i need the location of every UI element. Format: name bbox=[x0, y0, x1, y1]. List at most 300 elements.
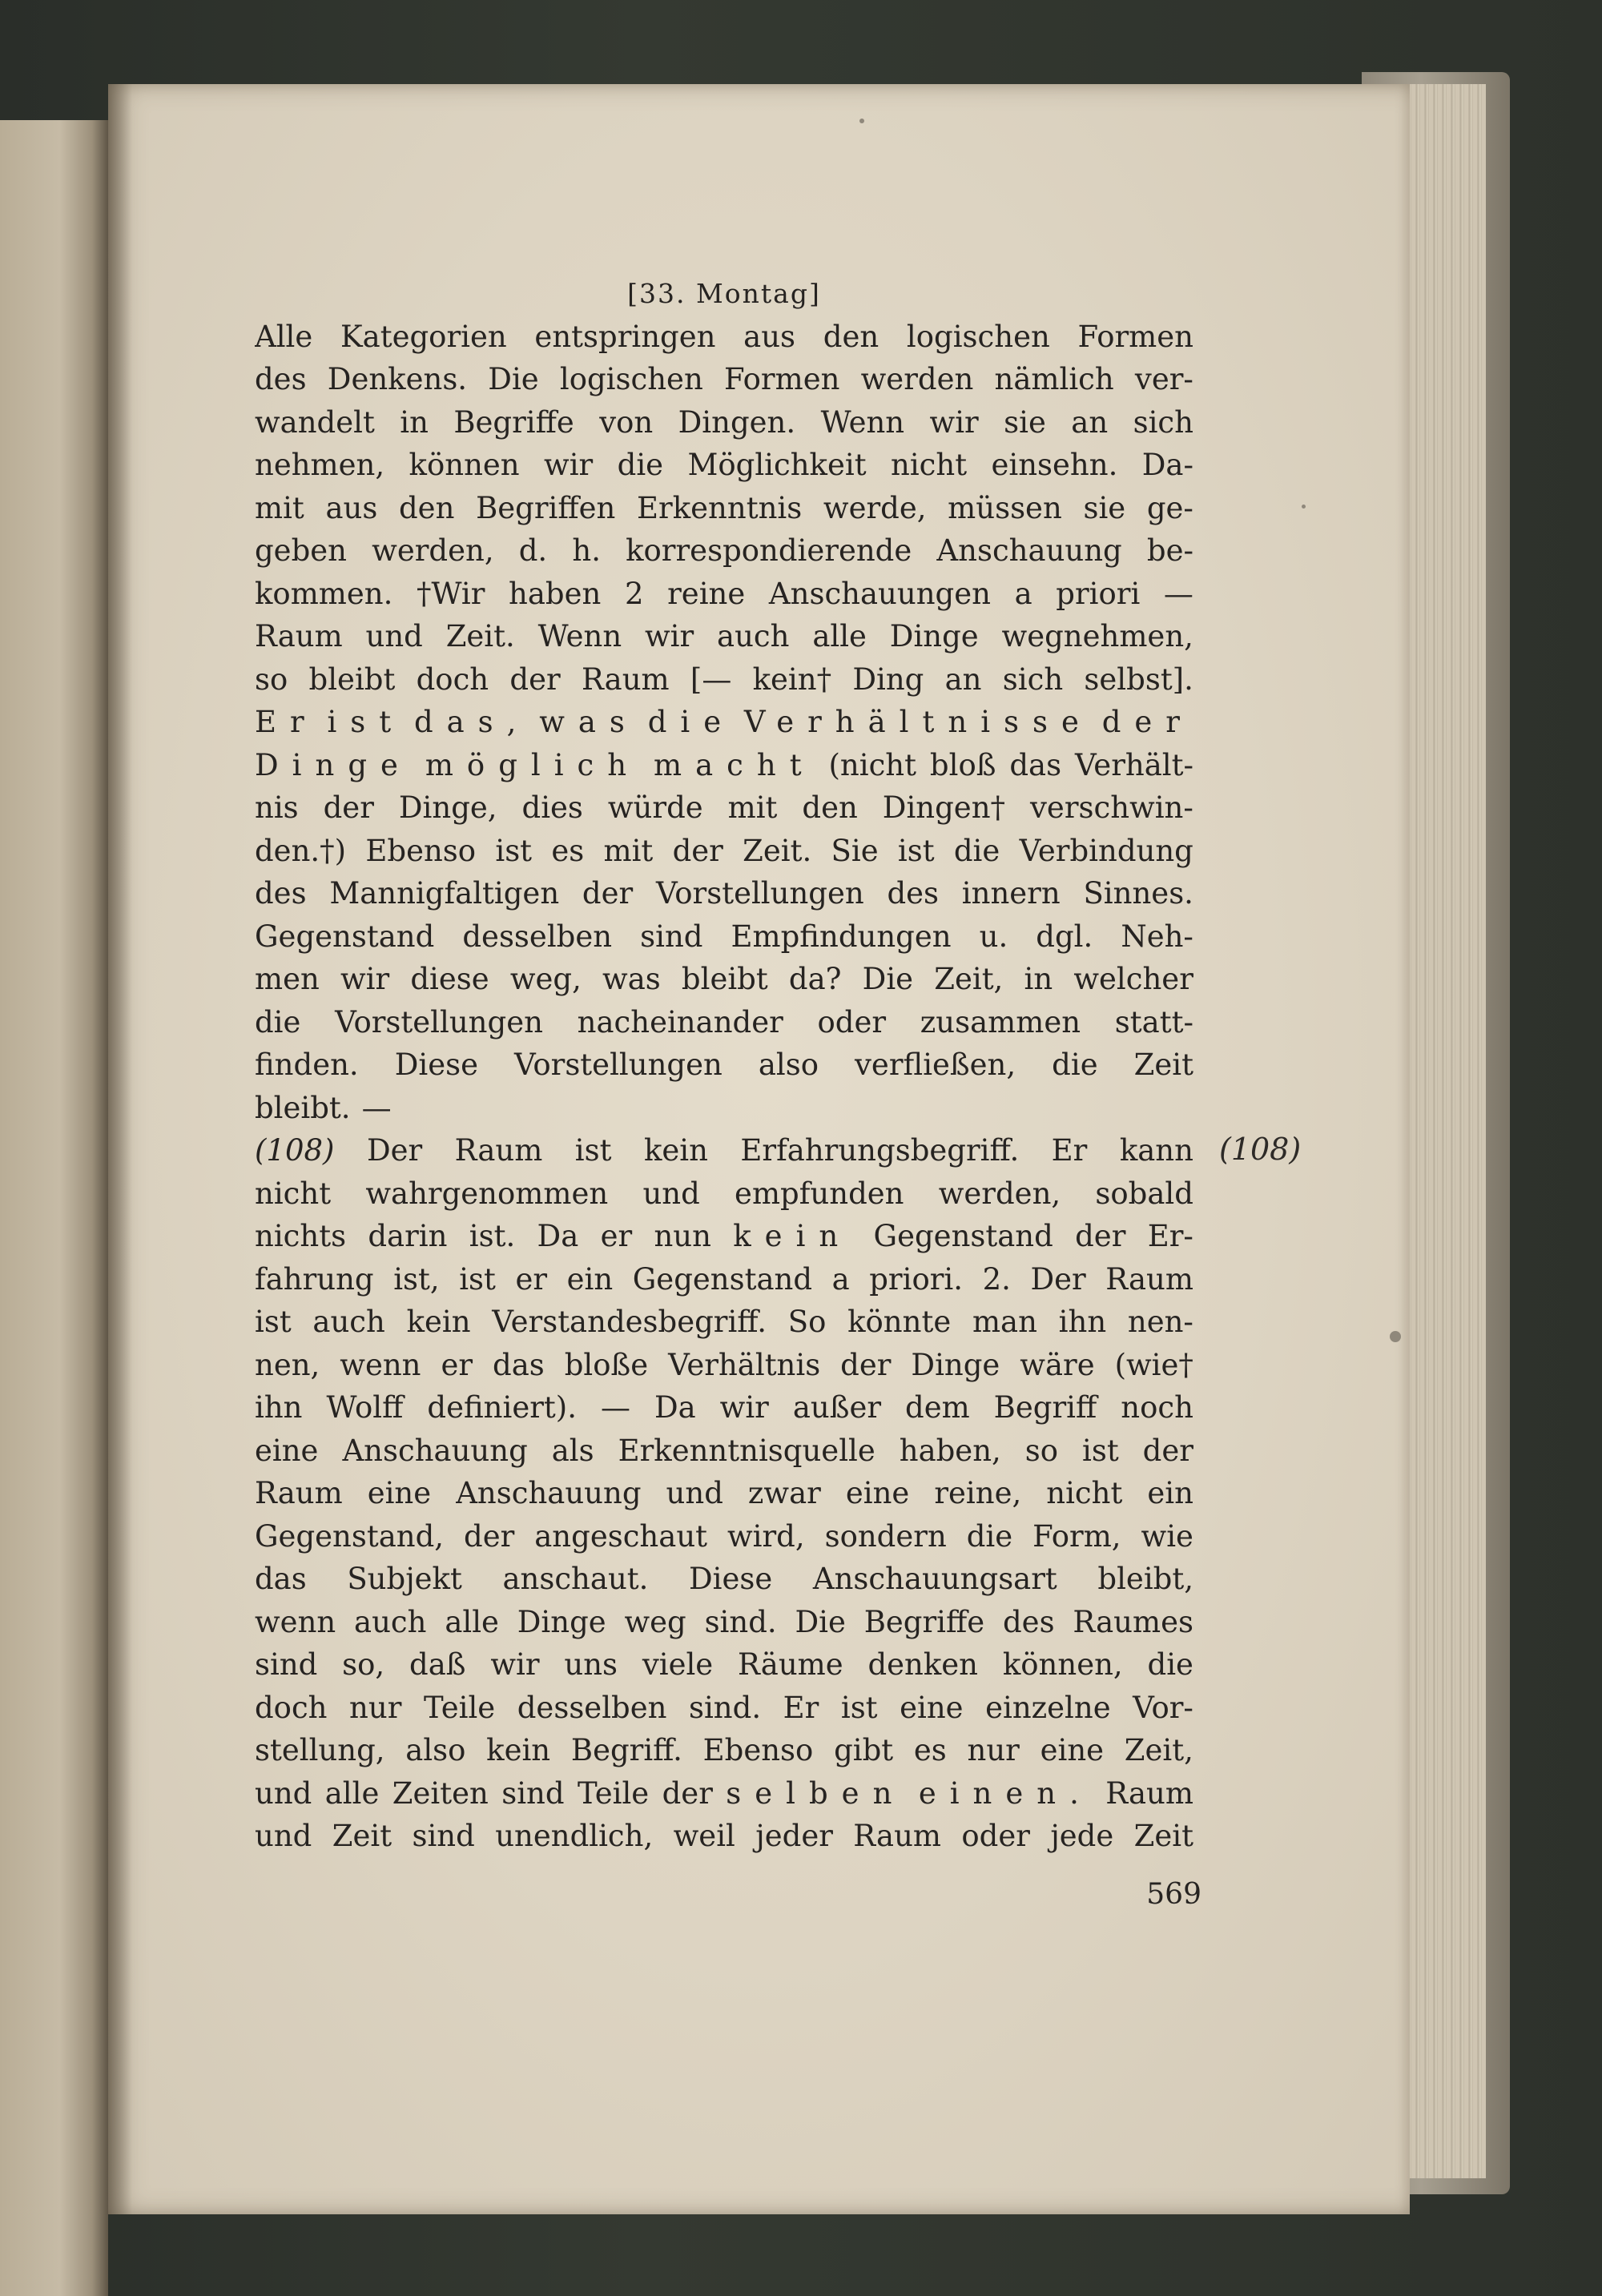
text-line bbox=[255, 786, 1193, 830]
word: der bbox=[323, 790, 374, 825]
word: den.†) bbox=[255, 833, 347, 868]
word: Teile bbox=[577, 1775, 650, 1811]
word: Anschauungen bbox=[768, 576, 991, 611]
paper-speck bbox=[1302, 505, 1306, 509]
word: d. bbox=[518, 533, 548, 568]
word: wahrgenommen bbox=[365, 1176, 609, 1211]
text-line bbox=[255, 1815, 1193, 1858]
word: Raum bbox=[1105, 1261, 1193, 1297]
word: nicht bbox=[890, 448, 968, 482]
word: Ebenso bbox=[365, 833, 477, 868]
word: Zeit, bbox=[1124, 1733, 1193, 1767]
word: entspringen bbox=[534, 319, 716, 354]
text-line bbox=[255, 615, 1193, 658]
word: nicht bbox=[255, 1176, 332, 1211]
word: wir bbox=[544, 448, 594, 482]
word: definiert). bbox=[427, 1390, 577, 1425]
word: nicht bbox=[1046, 1476, 1123, 1510]
word: Alle bbox=[255, 319, 313, 354]
word: werden bbox=[860, 362, 974, 396]
word: dies bbox=[521, 790, 583, 825]
word: bleibt, bbox=[1097, 1562, 1193, 1596]
word: Er- bbox=[1147, 1219, 1193, 1253]
word: wir bbox=[719, 1390, 769, 1425]
word: die bbox=[1052, 1047, 1098, 1082]
word: gibt bbox=[834, 1733, 894, 1767]
word: es bbox=[551, 833, 585, 868]
word: an bbox=[1071, 404, 1109, 440]
text-line bbox=[255, 1729, 1193, 1772]
word: selbst]. bbox=[1084, 661, 1193, 697]
word: Denkens. bbox=[327, 362, 468, 396]
word: sondern bbox=[824, 1518, 947, 1554]
word: des bbox=[887, 876, 940, 911]
word: u. bbox=[979, 919, 1008, 954]
word: ge- bbox=[1146, 490, 1193, 525]
word: also bbox=[758, 1047, 819, 1082]
word: [— bbox=[690, 661, 732, 697]
word: Neh- bbox=[1121, 919, 1193, 954]
word: das, bbox=[413, 705, 530, 739]
word: wenn bbox=[255, 1604, 336, 1639]
word: (108) bbox=[255, 1133, 335, 1168]
word: h. bbox=[572, 533, 601, 568]
word: finden. bbox=[255, 1047, 359, 1082]
word: also bbox=[405, 1733, 466, 1767]
word: viele bbox=[642, 1647, 714, 1682]
word: Er bbox=[783, 1690, 819, 1725]
text-line bbox=[255, 1344, 1193, 1387]
word: ist. bbox=[469, 1219, 516, 1253]
text-line bbox=[255, 701, 1193, 744]
word: Zeit bbox=[1133, 1047, 1193, 1082]
word: Vorstellungen bbox=[514, 1047, 723, 1082]
word: korrespondierende bbox=[626, 533, 912, 568]
text-line bbox=[255, 1429, 1193, 1473]
word: Verhältnis bbox=[668, 1347, 821, 1382]
word: der bbox=[464, 1518, 515, 1554]
word: werde, bbox=[823, 490, 927, 525]
word: reine, bbox=[934, 1476, 1022, 1510]
text-line bbox=[255, 915, 1193, 959]
word: Gegenstand bbox=[873, 1219, 1053, 1253]
word: nämlich bbox=[994, 362, 1114, 396]
word: Da- bbox=[1141, 448, 1193, 482]
word: diese bbox=[410, 962, 489, 996]
word: a bbox=[831, 1261, 850, 1297]
text-line bbox=[255, 1258, 1193, 1301]
word: ihn bbox=[1058, 1305, 1107, 1339]
word: Anschauung bbox=[936, 533, 1122, 568]
word: man bbox=[972, 1305, 1037, 1339]
word: aus bbox=[325, 490, 378, 525]
word: ihn bbox=[255, 1390, 303, 1425]
word: kein† bbox=[752, 661, 832, 697]
text-line bbox=[255, 1043, 1193, 1087]
word: bleibt bbox=[308, 661, 396, 697]
word: die bbox=[953, 833, 1000, 868]
word: Verstandesbegriff. bbox=[492, 1305, 767, 1339]
word: und bbox=[255, 1775, 312, 1811]
word: Raum bbox=[581, 661, 670, 697]
word: doch bbox=[416, 661, 489, 697]
word: — bbox=[600, 1390, 630, 1425]
word: haben, bbox=[899, 1433, 1001, 1468]
text-line bbox=[255, 658, 1193, 702]
word: Da bbox=[654, 1390, 696, 1425]
word: den bbox=[802, 790, 858, 825]
word: geben bbox=[255, 533, 347, 568]
word: Vorstellungen bbox=[335, 1004, 543, 1039]
word: verschwin- bbox=[1030, 790, 1193, 825]
text-line bbox=[255, 1558, 1193, 1601]
word: werden, bbox=[938, 1176, 1061, 1211]
word: alle bbox=[812, 619, 867, 653]
word: Begriffe bbox=[863, 1604, 985, 1639]
word: Empfindungen bbox=[731, 919, 952, 954]
word: Diese bbox=[689, 1562, 773, 1596]
word: anschaut. bbox=[502, 1562, 649, 1596]
word: Begriff bbox=[993, 1390, 1097, 1425]
word: können, bbox=[1002, 1647, 1123, 1682]
word: daß bbox=[409, 1647, 466, 1682]
word: ist bbox=[327, 705, 405, 739]
word: logischen bbox=[906, 319, 1050, 354]
word: Raum bbox=[454, 1133, 543, 1168]
word: die bbox=[1147, 1647, 1193, 1682]
word: eine bbox=[900, 1690, 964, 1725]
word: Sinnes. bbox=[1083, 876, 1193, 911]
word: Er bbox=[255, 705, 318, 739]
word: weil bbox=[673, 1819, 735, 1853]
word: es bbox=[913, 1733, 947, 1767]
text-line bbox=[255, 316, 1193, 359]
word: darin bbox=[368, 1219, 448, 1253]
margin-note: (108) bbox=[1219, 1132, 1302, 1167]
word: Vor- bbox=[1133, 1690, 1193, 1725]
paper-speck bbox=[859, 119, 864, 123]
word: kein bbox=[733, 1219, 852, 1253]
word: einsehn. bbox=[991, 448, 1118, 482]
word: jeder bbox=[755, 1819, 833, 1853]
word: Dingen† bbox=[882, 790, 1006, 825]
word: nun bbox=[654, 1219, 711, 1253]
word: Dingen. bbox=[678, 404, 796, 440]
word: Anschauung bbox=[456, 1476, 642, 1510]
word: so, bbox=[342, 1647, 385, 1682]
word: außer bbox=[792, 1390, 882, 1425]
word: mit bbox=[255, 490, 304, 525]
word: und bbox=[642, 1176, 700, 1211]
word: a bbox=[1014, 576, 1032, 611]
word: Formen bbox=[724, 362, 840, 396]
word: Da bbox=[537, 1219, 579, 1253]
text-line bbox=[255, 830, 1193, 873]
word: kein bbox=[486, 1733, 551, 1767]
word: und bbox=[365, 619, 423, 653]
gutter-shadow bbox=[108, 84, 132, 2214]
word: empfunden bbox=[735, 1176, 904, 1211]
word: Raum bbox=[1105, 1775, 1193, 1811]
word: wir bbox=[645, 619, 694, 653]
word: als bbox=[551, 1433, 594, 1468]
word: an bbox=[944, 661, 982, 697]
text-line bbox=[255, 1129, 1193, 1172]
word: das bbox=[1009, 747, 1062, 782]
word: den bbox=[823, 319, 879, 354]
text-line bbox=[255, 1772, 1193, 1815]
word: Ding bbox=[852, 661, 924, 697]
word: jede bbox=[1050, 1819, 1114, 1853]
word: Raumes bbox=[1073, 1604, 1193, 1639]
word: sich bbox=[1002, 661, 1064, 697]
word: (wie† bbox=[1114, 1347, 1193, 1382]
word: Anschauungsart bbox=[812, 1562, 1057, 1596]
word: unendlich, bbox=[495, 1819, 654, 1853]
word: Begriff. bbox=[570, 1733, 682, 1767]
word: mit bbox=[727, 790, 778, 825]
word: sind. bbox=[688, 1690, 762, 1725]
word: sind bbox=[255, 1647, 318, 1682]
word: eine bbox=[367, 1476, 432, 1510]
word: könnte bbox=[847, 1305, 952, 1339]
word: be- bbox=[1146, 533, 1193, 568]
word: Verhält- bbox=[1074, 747, 1193, 782]
word: wegnehmen, bbox=[1001, 619, 1193, 653]
word: Wenn bbox=[820, 404, 905, 440]
text-line bbox=[255, 487, 1193, 530]
word: Verhältnisse bbox=[743, 705, 1093, 739]
word: ein bbox=[566, 1261, 614, 1297]
word: wäre bbox=[1020, 1347, 1095, 1382]
word: können bbox=[409, 448, 520, 482]
word: wenn bbox=[340, 1347, 421, 1382]
word: ist, bbox=[393, 1261, 440, 1297]
word: in bbox=[1024, 962, 1053, 996]
word: Dinge bbox=[911, 1347, 1000, 1382]
word: sobald bbox=[1095, 1176, 1193, 1211]
word: in bbox=[400, 404, 429, 440]
word: weg bbox=[624, 1604, 686, 1639]
word: ist bbox=[897, 833, 935, 868]
word: priori bbox=[1056, 576, 1141, 611]
word: müssen bbox=[948, 490, 1062, 525]
word: doch bbox=[255, 1690, 328, 1725]
word: Form, bbox=[1032, 1518, 1121, 1554]
word: der bbox=[582, 876, 634, 911]
word: oder bbox=[817, 1004, 887, 1039]
word: wandelt bbox=[255, 404, 375, 440]
word: ist bbox=[840, 1690, 878, 1725]
word: Zeiten bbox=[392, 1775, 489, 1811]
word: der bbox=[509, 661, 561, 697]
word: des bbox=[255, 876, 307, 911]
text-line bbox=[255, 872, 1193, 915]
word: uns bbox=[564, 1647, 618, 1682]
word: nen- bbox=[1127, 1305, 1193, 1339]
text-line bbox=[255, 1087, 1193, 1130]
word: die bbox=[255, 1004, 301, 1039]
word: die bbox=[617, 448, 664, 482]
word: möglich bbox=[425, 747, 641, 782]
text-line bbox=[255, 444, 1193, 487]
word: einen. bbox=[918, 1775, 1093, 1811]
text-line bbox=[255, 1172, 1193, 1216]
word: Die bbox=[488, 362, 539, 396]
word: dem bbox=[905, 1390, 970, 1425]
word: Sie bbox=[831, 833, 879, 868]
word: alle bbox=[445, 1604, 499, 1639]
word: der bbox=[672, 833, 723, 868]
word: alle bbox=[324, 1775, 380, 1811]
word: sind. bbox=[704, 1604, 777, 1639]
text-line bbox=[255, 958, 1193, 1001]
word: ist bbox=[1082, 1433, 1119, 1468]
word: würde bbox=[607, 790, 703, 825]
text-line bbox=[255, 1472, 1193, 1515]
word: nur bbox=[349, 1690, 402, 1725]
word: desselben bbox=[462, 919, 613, 954]
word: mit bbox=[603, 833, 654, 868]
word: selben bbox=[726, 1775, 906, 1811]
word: Zeit bbox=[1133, 1819, 1193, 1853]
word: weg, bbox=[509, 962, 582, 996]
word: Teile bbox=[423, 1690, 496, 1725]
word: bleibt. bbox=[255, 1090, 351, 1125]
word: auch bbox=[717, 619, 790, 653]
word: nen, bbox=[255, 1347, 320, 1382]
word: Wolff bbox=[326, 1390, 404, 1425]
text-line bbox=[255, 358, 1193, 401]
word: Wenn bbox=[537, 619, 622, 653]
word: ist bbox=[459, 1261, 496, 1297]
word: eine bbox=[1040, 1733, 1105, 1767]
word: zwar bbox=[747, 1476, 821, 1510]
word: Dinge bbox=[517, 1604, 606, 1639]
word: Dinge bbox=[889, 619, 979, 653]
word: innern bbox=[961, 876, 1061, 911]
word: Formen bbox=[1077, 319, 1193, 354]
word: oder bbox=[961, 1819, 1030, 1853]
word: angeschaut bbox=[534, 1518, 708, 1554]
word: Ebenso bbox=[702, 1733, 814, 1767]
word: kein bbox=[643, 1133, 708, 1168]
word: Raum bbox=[255, 619, 343, 653]
word: aus bbox=[743, 319, 796, 354]
word: Zeit bbox=[332, 1819, 392, 1853]
word: auch bbox=[312, 1305, 385, 1339]
word: wir bbox=[929, 404, 979, 440]
word: die bbox=[966, 1518, 1013, 1554]
paper-speck bbox=[1390, 1331, 1401, 1342]
word: (nicht bbox=[828, 747, 917, 782]
page-number: 569 bbox=[1146, 1878, 1202, 1911]
word: Der bbox=[1030, 1261, 1086, 1297]
word: Diese bbox=[394, 1047, 478, 1082]
word: des bbox=[1003, 1604, 1055, 1639]
word: Mannigfaltigen bbox=[329, 876, 560, 911]
word: auch bbox=[354, 1604, 427, 1639]
word: des bbox=[255, 362, 307, 396]
word: Verbindung bbox=[1019, 833, 1193, 868]
word: verfließen, bbox=[855, 1047, 1016, 1082]
word: †Wir bbox=[416, 576, 485, 611]
word: statt- bbox=[1114, 1004, 1193, 1039]
word: Gegenstand bbox=[255, 919, 435, 954]
word: und bbox=[666, 1476, 723, 1510]
word: Möglichkeit bbox=[687, 448, 867, 482]
word: Räume bbox=[738, 1647, 843, 1682]
word: nis bbox=[255, 790, 299, 825]
previous-page-edge bbox=[0, 120, 108, 2296]
word: der bbox=[1101, 705, 1193, 739]
word: fahrung bbox=[255, 1261, 374, 1297]
word: Zeit. bbox=[743, 833, 812, 868]
word: das bbox=[255, 1562, 307, 1596]
word: der bbox=[1142, 1433, 1193, 1468]
word: So bbox=[787, 1305, 827, 1339]
word: Anschauung bbox=[342, 1433, 528, 1468]
word: ist bbox=[495, 833, 533, 868]
text-line bbox=[255, 1601, 1193, 1644]
word: zusammen bbox=[920, 1004, 1081, 1039]
word: priori. bbox=[869, 1261, 963, 1297]
word: sie bbox=[1083, 490, 1126, 525]
word: der bbox=[840, 1347, 892, 1382]
word: denken bbox=[867, 1647, 979, 1682]
word: von bbox=[599, 404, 654, 440]
text-line bbox=[255, 1001, 1193, 1044]
word: Subjekt bbox=[347, 1562, 462, 1596]
word: eine bbox=[845, 1476, 910, 1510]
word: Zeit, bbox=[934, 962, 1004, 996]
word: ver- bbox=[1134, 362, 1193, 396]
word: Erkenntnis bbox=[637, 490, 803, 525]
word: er bbox=[515, 1261, 548, 1297]
word: Der bbox=[366, 1133, 423, 1168]
word: macht bbox=[654, 747, 815, 782]
word: haben bbox=[509, 576, 602, 611]
text-line bbox=[255, 1301, 1193, 1344]
word: Zeit. bbox=[445, 619, 515, 653]
section-heading: [33. Montag] bbox=[627, 278, 821, 309]
word: desselben bbox=[517, 1690, 667, 1725]
text-line bbox=[255, 1687, 1193, 1730]
word: was bbox=[602, 962, 661, 996]
word: bloße bbox=[564, 1347, 649, 1382]
word: ist bbox=[574, 1133, 612, 1168]
word: was bbox=[539, 705, 638, 739]
word: und bbox=[255, 1819, 312, 1853]
word: er bbox=[600, 1219, 633, 1253]
word: sind bbox=[640, 919, 703, 954]
word: wir bbox=[490, 1647, 540, 1682]
word: stellung, bbox=[255, 1733, 385, 1767]
word: 2. bbox=[982, 1261, 1011, 1297]
word: der bbox=[1075, 1219, 1126, 1253]
word: so bbox=[1024, 1433, 1059, 1468]
word: da? bbox=[788, 962, 842, 996]
word: Raum bbox=[853, 1819, 941, 1853]
text-line bbox=[255, 401, 1193, 444]
word: 2 bbox=[624, 576, 644, 611]
word: Die bbox=[862, 962, 914, 996]
word: nichts bbox=[255, 1219, 347, 1253]
text-line bbox=[255, 1215, 1193, 1258]
word: sich bbox=[1133, 404, 1193, 440]
word: Begriffen bbox=[476, 490, 616, 525]
text-line bbox=[255, 1386, 1193, 1429]
